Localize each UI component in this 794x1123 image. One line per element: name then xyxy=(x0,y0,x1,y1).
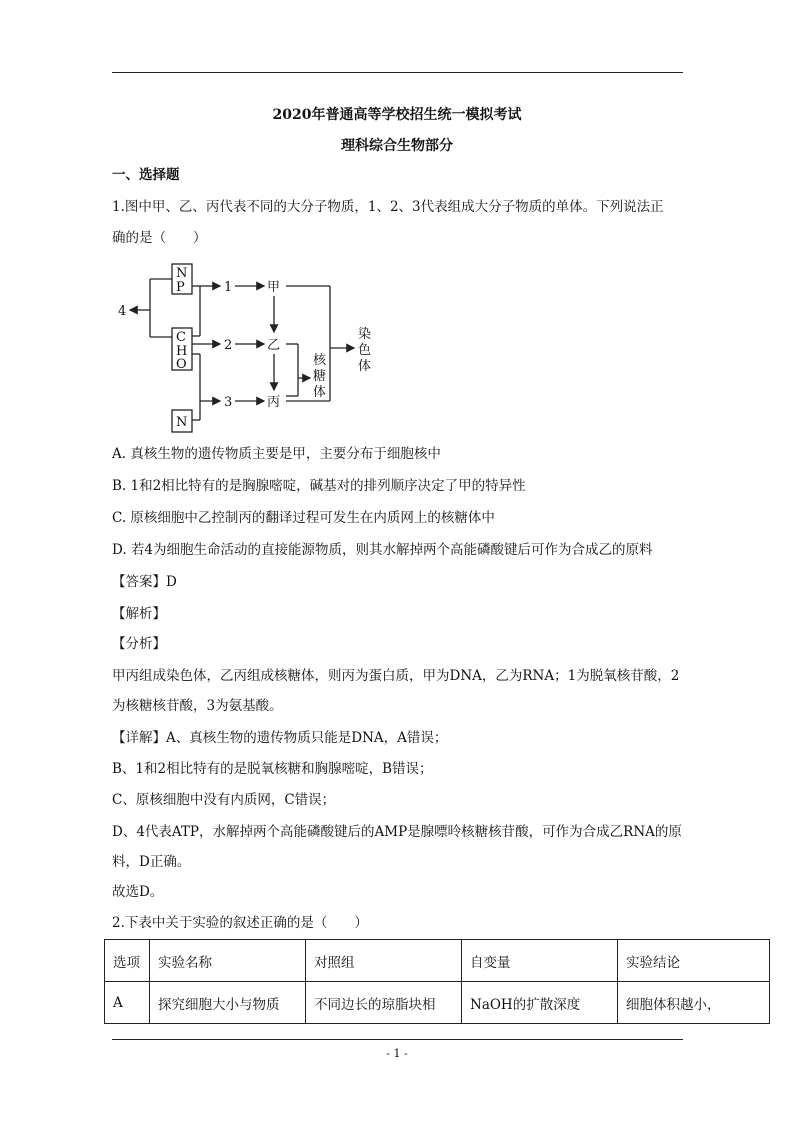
q1-fenxi: 【分析】 xyxy=(112,636,166,652)
label-2: 2 xyxy=(224,338,233,353)
q1-analysis-line2: 为核糖核苷酸，3为氨基酸。 xyxy=(112,698,283,714)
table-row xyxy=(105,982,770,1024)
label-bing: 丙 xyxy=(267,395,281,410)
section-heading: 一、选择题 xyxy=(112,167,180,183)
label-4: 4 xyxy=(118,304,127,319)
q1-diagram xyxy=(114,258,394,438)
table-cell: A xyxy=(105,982,150,1024)
box-np-p: P xyxy=(176,280,185,295)
q1-option-d: D. 若4为细胞生命活动的直接能源物质，则其水解掉两个高能磷酸键后可作为合成乙的原料 xyxy=(112,542,653,558)
box-n-label: N xyxy=(176,415,188,430)
label-chromosome-1: 染 xyxy=(358,327,372,342)
table-header-cell: 实验名称 xyxy=(150,940,306,982)
q1-detail-line1: 【详解】A、真核生物的遗传物质只能是DNA，A错误； xyxy=(112,730,448,746)
table-cell: NaOH的扩散深度 xyxy=(462,982,618,1024)
q1-analysis-line1: 甲丙组成染色体，乙丙组成核糖体，则丙为蛋白质，甲为DNA，乙为RNA；1为脱氧核苷酸，2 xyxy=(112,668,680,684)
q1-detail-line2: B、1和2相比特有的是脱氧核糖和胸腺嘧啶，B错误； xyxy=(112,761,433,777)
q1-detail-line4: D、4代表ATP，水解掉两个高能磷酸键后的AMP是腺嘌呤核糖核苷酸，可作为合成乙RNA的原 xyxy=(112,824,682,840)
box-cho-h: H xyxy=(176,344,188,359)
label-ribosome-2: 糖 xyxy=(313,369,327,384)
q1-stem-line2: 确的是（ ） xyxy=(112,230,207,246)
label-chromosome-2: 色 xyxy=(358,343,372,358)
label-ribosome-3: 体 xyxy=(313,385,327,400)
label-3: 3 xyxy=(224,395,233,410)
label-ribosome-1: 核 xyxy=(313,353,327,368)
q1-detail-line5: 料，D正确。 xyxy=(112,854,191,870)
q2-table xyxy=(104,939,770,1024)
box-cho-c: C xyxy=(176,330,186,345)
q1-option-b: B. 1和2相比特有的是胸腺嘧啶，碱基对的排列顺序决定了甲的特异性 xyxy=(112,478,526,494)
table-cell: 不同边长的琼脂块相 xyxy=(306,982,462,1024)
footer-rule xyxy=(112,1039,683,1040)
table-header-cell: 自变量 xyxy=(462,940,618,982)
label-jia: 甲 xyxy=(267,280,281,295)
exam-title: 2020年普通高等学校招生统一模拟考试 xyxy=(272,107,522,123)
exam-subtitle: 理科综合生物部分 xyxy=(341,138,453,154)
header-rule xyxy=(112,72,683,73)
q1-answer: 【答案】D xyxy=(112,574,177,590)
table-cell: 细胞体积越小， xyxy=(618,982,770,1024)
q1-stem-line1: 1.图中甲、乙、丙代表不同的大分子物质，1、2、3代表组成大分子物质的单体。下列说法正 xyxy=(112,199,664,215)
label-1: 1 xyxy=(224,280,233,295)
table-cell: 探究细胞大小与物质 xyxy=(150,982,306,1024)
q1-detail-line3: C、原核细胞中没有内质网，C错误； xyxy=(112,792,336,808)
label-yi: 乙 xyxy=(267,338,281,353)
q1-option-c: C. 原核细胞中乙控制丙的翻译过程可发生在内质网上的核糖体中 xyxy=(112,510,495,526)
label-chromosome-3: 体 xyxy=(358,359,372,374)
table-header-cell: 选项 xyxy=(105,940,150,982)
box-cho-o: O xyxy=(176,357,187,372)
table-header-cell: 对照组 xyxy=(306,940,462,982)
table-header-row xyxy=(105,940,770,982)
page-number: - 1 - xyxy=(386,1047,408,1060)
table-header-cell: 实验结论 xyxy=(618,940,770,982)
q1-option-a: A. 真核生物的遗传物质主要是甲，主要分布于细胞核中 xyxy=(112,446,441,462)
box-np-n: N xyxy=(176,266,188,281)
q2-stem: 2.下表中关于实验的叙述正确的是（ ） xyxy=(112,915,368,931)
q1-conclusion: 故选D。 xyxy=(112,884,164,900)
q1-jiexi: 【解析】 xyxy=(112,606,166,622)
